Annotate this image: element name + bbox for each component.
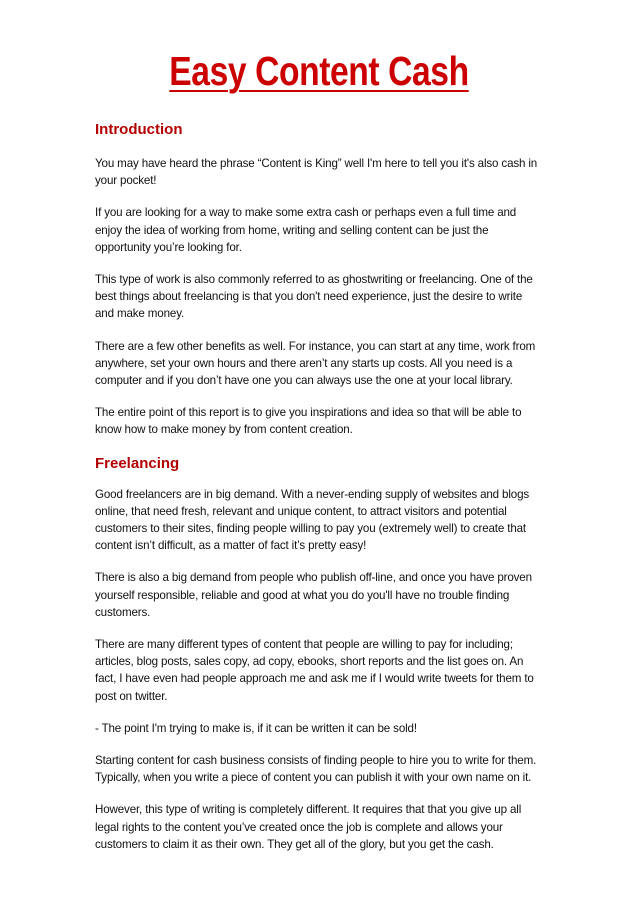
paragraph: - The point I'm trying to make is, if it can be written it can be sold!: [95, 721, 417, 735]
paragraph: You may have heard the phrase “Content is King” well I'm here to tell you it's also cash in your pocket!: [95, 157, 538, 188]
paragraph: This type of work is also commonly referred to as ghostwriting or freelancing. One of the best things about freelancing is that you don't need experience, just the desire to write and make money.: [95, 273, 533, 321]
document-body: [95, 120, 543, 868]
paragraph: Good freelancers are in big demand. With a never-ending supply of websites and blogs online, that need fresh, relevant and unique content, to attract visitors and potential customers to their sites, finding people willing to pay you (extremely well) to create that content isn’t difficult, as a matter of fact it’s pretty easy!: [95, 487, 530, 553]
paragraph: There is also a big demand from people who publish off-line, and once you have proven yourself responsible, reliable and good at what you do you'll have no trouble finding customers.: [95, 571, 532, 619]
paragraph: There are a few other benefits as well. For instance, you can start at any time, work from anywhere, set your own hours and there aren’t any starts up costs. All you need is a computer and if you don’t have one you can always use the one at your local library.: [95, 339, 536, 388]
paragraph: There are many different types of content that people are willing to pay for including; articles, blog posts, sales copy, ad copy, ebooks, short reports and the list goes on. An fact, I have even had people approach me and ask me if I would write tweets for them to post on twitter.: [95, 638, 534, 703]
paragraph: However, this type of writing is completely different. It requires that that you give up all legal rights to the content you’ve created once the job is complete and allows your customers to claim it as their own. They get all of the glory, but you get the cash.: [95, 803, 522, 851]
paragraph: If you are looking for a way to make some extra cash or perhaps even a full time and enjoy the idea of working from home, writing and selling content can be just the opportunity you’re looking for.: [95, 206, 517, 254]
section-heading-freelancing: Freelancing: [95, 454, 180, 472]
section-heading-introduction: Introduction: [95, 121, 183, 138]
paragraph: Starting content for cash business consists of finding people to hire you to write for them. Typically, when you write a piece of content you can publish it with your own name on it.: [95, 754, 537, 785]
paragraph: The entire point of this report is to give you inspirations and idea so that will be able to know how to make money by from content creation.: [95, 406, 522, 437]
document-title: Easy Content Cash: [169, 48, 469, 94]
